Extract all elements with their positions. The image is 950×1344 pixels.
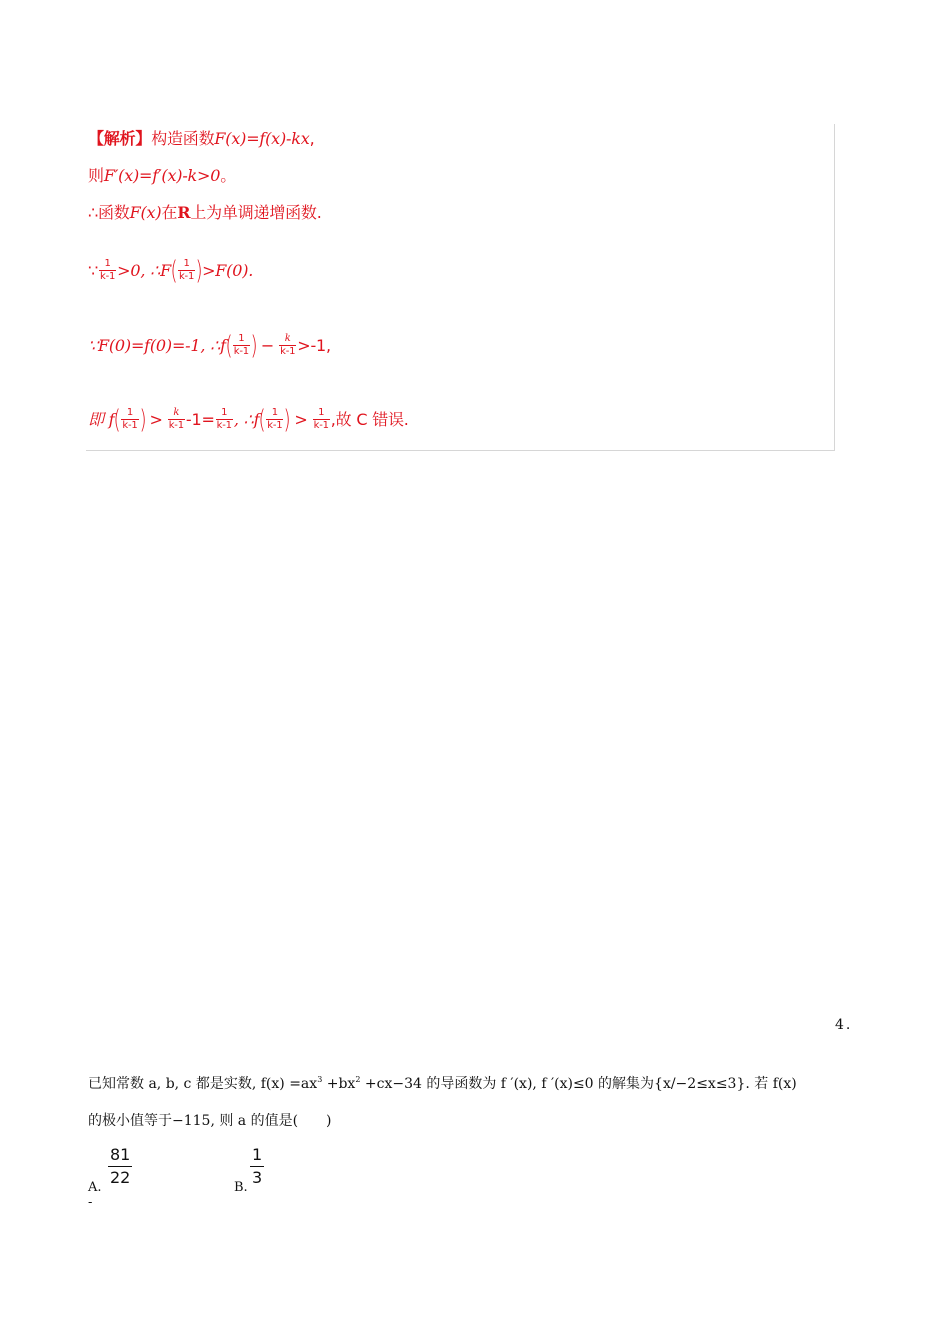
text: >-1, [297,335,331,355]
left-paren: ( [225,330,233,361]
exponent: 3 [317,1075,323,1084]
question-line-2: 的极小值等于−115, 则 a 的值是( ) [88,1113,332,1129]
math-expression: F(x)=f(x)-kx [214,129,310,148]
denominator: k-1 [267,420,283,431]
denominator: k-1 [122,420,138,431]
solution-line-4 [88,255,254,286]
denominator: 22 [110,1168,131,1187]
minus-sign: − [260,335,275,355]
text: 则 [88,166,104,185]
text: >0, ∴F [117,260,171,280]
solution-line-5 [88,330,331,361]
option-label: A. - [88,1180,102,1210]
numerator: 1 [271,407,278,418]
exponent: 2 [355,1075,361,1084]
fraction [266,407,283,432]
analysis-tag: 【解析】 [88,129,152,148]
real-set-symbol: R [177,203,191,222]
text: 在 [161,203,178,222]
text: ∵ [88,260,98,280]
option-label: B. [234,1180,248,1195]
question-line-1 [88,1070,797,1094]
text: ∵F(0)=f(0)=-1, ∴f [88,335,226,355]
text: , ∴f [233,409,260,429]
numerator: 81 [110,1145,131,1164]
solution-line-3 [88,202,322,224]
numerator: k [284,333,291,344]
solution-line-6 [88,404,409,435]
numerator: 1 [221,407,228,418]
greater-than: > [294,409,308,429]
question-number: 4. [835,1017,853,1033]
denominator: k-1 [280,346,296,357]
fraction [216,407,233,432]
numerator: 1 [104,258,111,269]
text: 即 f [88,409,115,429]
denominator: 3 [252,1168,263,1187]
text: +cx−34 的导函数为 f ′(x), f ′(x)≤0 的解集为{x/−2≤x≤3}. 若 f(x) [360,1076,797,1092]
right-paren: ) [283,404,291,435]
left-paren: ( [113,404,121,435]
numerator: 1 [126,407,134,418]
denominator: k-1 [168,420,184,431]
solution-line-1 [88,128,314,150]
left-paren: ( [170,255,178,286]
math-expression: F(x) [129,203,162,222]
numerator: 1 [252,1145,263,1164]
text: >F(0). [202,260,254,280]
text: ,故 C 错误. [330,409,409,429]
math-expression: F′(x)=f′(x)-k>0 [103,166,221,185]
denominator: k-1 [178,271,195,282]
text: 上为单调递增函数. [190,203,322,222]
fraction [168,407,185,432]
fraction [108,1144,132,1189]
fraction [99,258,116,283]
text: +bx [322,1076,356,1092]
right-paren: ) [195,255,203,286]
text: -1= [185,409,215,429]
numerator: 1 [183,258,190,269]
denominator: k-1 [99,271,116,282]
fraction [279,333,296,358]
greater-than: > [149,409,163,429]
left-paren: ( [258,404,266,435]
text: 构造函数 [151,129,215,148]
text: ∴函数 [88,203,130,222]
fraction [121,407,138,432]
denominator: k-1 [313,420,329,431]
solution-line-2 [88,165,236,187]
numerator: 1 [238,333,245,344]
fraction [250,1144,264,1189]
denominator: k-1 [216,420,232,431]
right-paren: ) [250,330,258,361]
right-paren: ) [139,404,147,435]
text: 已知常数 a, b, c 都是实数, f(x) =ax [88,1076,318,1092]
fraction [313,407,330,432]
numerator: 1 [318,407,325,418]
punctuation: , [309,129,315,148]
punctuation: 。 [220,166,237,185]
denominator: k-1 [233,346,249,357]
solution-box [86,124,835,451]
fraction [178,258,195,283]
fraction [233,333,250,358]
numerator: k [173,407,180,418]
